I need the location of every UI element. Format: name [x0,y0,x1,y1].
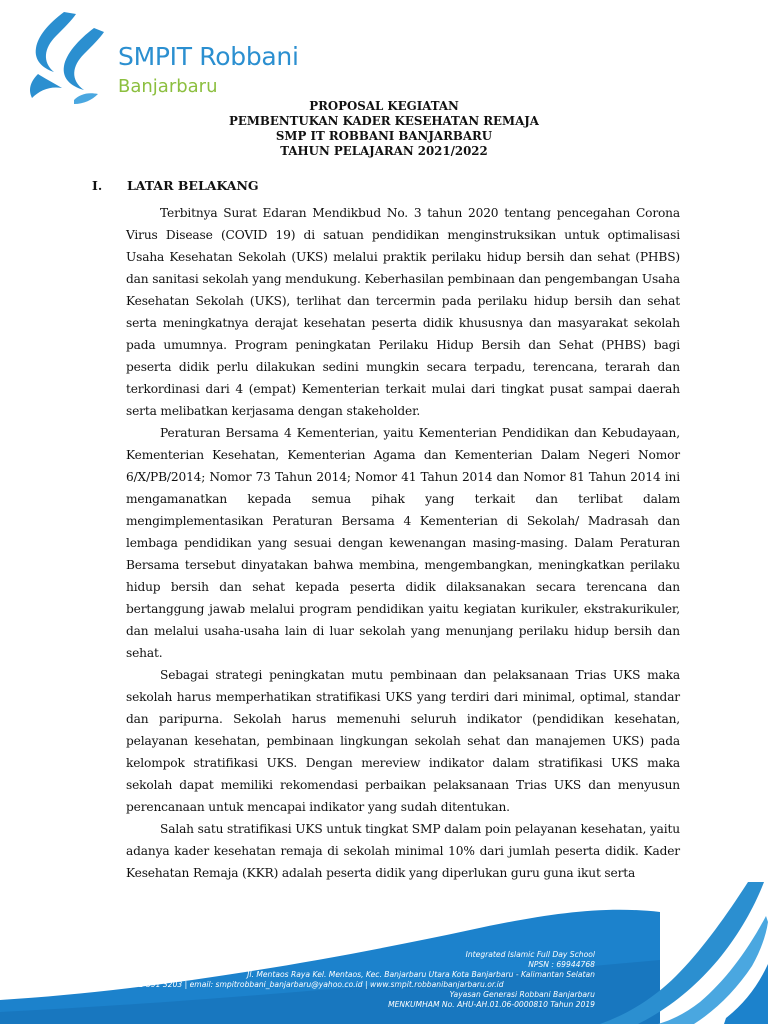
footer-contact: Telp: 0511 591 3203 | email: smpitrobbani_banjarbaru@yahoo.co.id | www.smpit.robbanibanjarbaru.or.id [104,980,504,989]
school-city: Banjarbaru [118,76,218,97]
footer-foundation: Yayasan Generasi Robbani Banjarbaru [449,990,595,999]
title-line-3: SMP IT ROBBANI BANJARBARU [275,129,493,143]
title-line-2: PEMBENTUKAN KADER KESEHATAN REMAJA [229,114,539,128]
school-name: SMPIT Robbani [118,42,299,71]
title-line-4: TAHUN PELAJARAN 2021/2022 [280,144,488,158]
section-heading: LATAR BELAKANG [127,178,259,193]
section-number: I. [92,178,103,193]
paragraph: Terbitnya Surat Edaran Mendikbud No. 3 tahun 2020 tentang pencegahan Corona Virus Disease (COVID 19) di satuan pendidikan menginstruksikan untuk optimalisasi Usaha Kesehatan Sekolah (UKS) melalui praktik perilaku hidup bersih dan sehat (PHBS) dan sanitasi sekolah yang mendukung. Keberhasilan pembinaan dan pengembangan Usaha Kesehatan Sekolah (UKS), terlihat dan tercermin pada perilaku hidup bersih dan sehat serta meningkatnya derajat kesehatan peserta didik khususnya dan masyarakat sekolah pada umumnya. Program peningkatan Perilaku Hidup Bersih dan Sehat (PHBS) bagi peserta didik perlu dilakukan sedini mungkin secara terpadu, terencana, terarah dan terkordinasi dari 4 (empat) Kementerian terkait mulai dari tingkat pusat sampai daerah serta melibatkan kerjasama dengan stakeholder. [126,206,680,418]
footer-address: Jl. Mentaos Raya Kel. Mentaos, Kec. Banjarbaru Utara Kota Banjarbaru - Kalimantan Selatan [247,970,595,979]
footer-info [247,950,595,980]
footer-registration: MENKUMHAM No. AHU-AH.01.06-0000810 Tahun 2019 [388,1000,595,1009]
paragraph: Peraturan Bersama 4 Kementerian, yaitu Kementerian Pendidikan dan Kebudayaan, Kementerian Kesehatan, Kementerian Agama dan Kementerian Dalam Negeri Nomor 6/X/PB/2014; Nomor 73 Tahun 2014; Nomor 41 Tahun 2014 dan Nomor 81 Tahun 2014 ini mengamanatkan kepada semua pihak yang terkait dan terlibat dalam mengimplementasikan Peraturan Bersama 4 Kementerian di Sekolah/ Madrasah dan lembaga pendidikan yang sesuai dengan kewenangan masing-masing. Dalam Peraturan Bersama tersebut dinyatakan bahwa membina, mengembangkan, meningkatkan perilaku hidup bersih dan sehat kepada peserta didik dilaksanakan secara terencana dan bertanggung jawab melalui program pendidikan yaitu kegiatan kurikuler, ekstrakurikuler, dan melalui usaha-usaha lain di luar sekolah yang menunjang perilaku hidup bersih dan sehat. [126,426,680,660]
corner-swoosh-decoration [598,878,768,1024]
paragraph: Salah satu stratifikasi UKS untuk tingkat SMP dalam poin pelayanan kesehatan, yaitu adanya kader kesehatan remaja di sekolah minimal 10% dari jumlah peserta didik. Kader Kesehatan Remaja (KKR) adalah peserta didik yang diperlukan guru guna ikut serta [126,822,680,880]
logo-swoosh-icon [18,10,114,106]
body-text [126,202,680,884]
footer-foundation-block [388,990,595,1010]
paragraph: Sebagai strategi peningkatan mutu pembinaan dan pelaksanaan Trias UKS maka sekolah harus memperhatikan stratifikasi UKS yang terdiri dari minimal, optimal, standar dan paripurna. Sekolah harus memenuhi seluruh indikator (pendidikan kesehatan, pelayanan kesehatan, pembinaan lingkungan sekolah sehat dan manajemen UKS) pada kelompok stratifikasi UKS. Dengan mereview indikator dalam stratifikasi UKS maka sekolah dapat memiliki rekomendasi perbaikan pelaksanaan Trias UKS dan menyusun perencanaan untuk mencapai indikator yang sudah ditentukan. [126,668,680,814]
school-logo [18,10,299,100]
title-line-1: PROPOSAL KEGIATAN [309,99,459,113]
footer-line: NPSN : 69944768 [528,960,595,969]
footer-line: Integrated Islamic Full Day School [465,950,595,959]
document-title [0,99,768,159]
